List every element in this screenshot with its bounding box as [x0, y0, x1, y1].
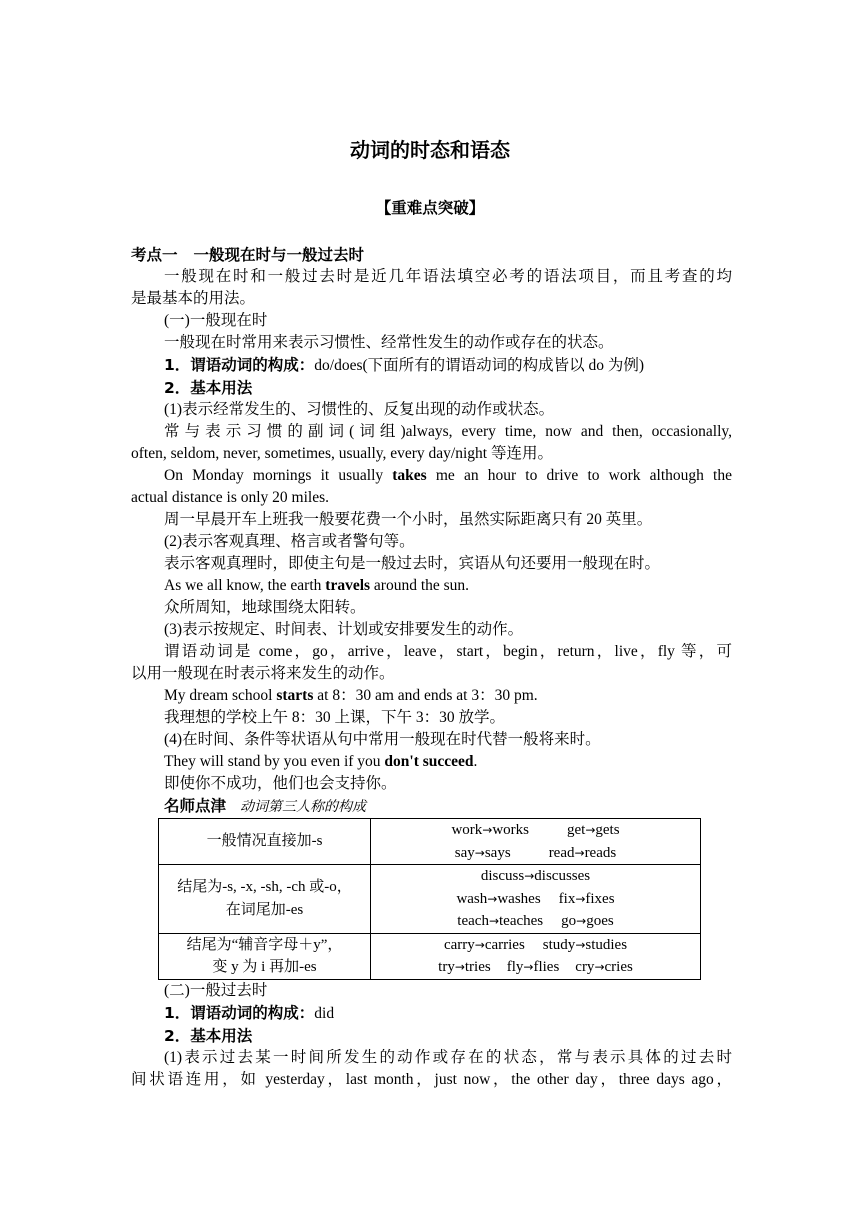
- word-pair: fly→flies: [506, 959, 560, 975]
- teacher-tip-heading: [131, 795, 732, 818]
- usage-item: (1)表示经常发生的、习惯性的、反复出现的动作或状态。: [164, 401, 555, 418]
- right-arrow-icon: →: [482, 823, 493, 837]
- paragraph-line: 谓语动词是 come，go，arrive，leave，start，begin，return，live，fly 等，可: [164, 643, 732, 660]
- usage-item: (1)表示过去某一时间所发生的动作或存在的状态，常与表示具体的过去时: [164, 1048, 732, 1066]
- teacher-tip-subtitle: 动词第三人称的构成: [240, 799, 367, 815]
- word-pair: read→reads: [548, 844, 617, 861]
- example-text: around the sun.: [370, 577, 470, 594]
- right-arrow-icon: →: [524, 869, 535, 883]
- third-person-rules-table: [158, 818, 701, 980]
- right-arrow-icon: →: [576, 914, 587, 928]
- numbered-heading-value: did: [314, 1004, 335, 1022]
- word-pair: discuss→discusses: [480, 868, 591, 884]
- paragraph-line: 表示客观真理时，即使主句是一般过去时，宾语从句还要用一般现在时。: [164, 555, 661, 572]
- numbered-heading: [131, 354, 732, 377]
- word-pair: say→says: [454, 844, 511, 861]
- usage-item: (4)在时间、条件等状语从句中常用一般现在时代替一般将来时。: [164, 731, 601, 748]
- table-row: [159, 865, 701, 934]
- example-highlight: travels: [325, 577, 371, 594]
- paragraph-line: 一般现在时常用来表示习惯性、经常性发生的动作或存在的状态。: [164, 334, 614, 351]
- key-point-heading: [131, 244, 732, 266]
- example-text: .: [473, 753, 478, 770]
- word-pair: try→tries: [438, 959, 491, 975]
- right-arrow-icon: →: [474, 937, 485, 952]
- rule-cell: [159, 933, 371, 979]
- word-pair: get→gets: [567, 822, 620, 838]
- paragraph-line: 常与表示习惯的副词(词组)always, every time, now and then, occasionally,: [164, 423, 732, 440]
- table-row: [159, 933, 701, 979]
- rule-cell: [159, 865, 371, 934]
- paragraph-line: 间状语连用，如 yesterday，last month，just now，the other day，three days ago，: [131, 1070, 732, 1088]
- example-text: me an hour to drive to work although the: [426, 467, 732, 484]
- right-arrow-icon: →: [574, 845, 585, 860]
- example-translation: 我理想的学校上午 8：30 上课，下午 3：30 放学。: [164, 709, 506, 726]
- word-pair: go→goes: [561, 913, 614, 929]
- example-line: [375, 910, 696, 933]
- example-line: [375, 842, 696, 865]
- word-pair: wash→washes: [456, 890, 541, 907]
- numbered-heading-value: do/does(下面所有的谓语动词的构成皆以 do 为例): [314, 357, 645, 374]
- example-translation: 即使你不成功，他们也会支持你。: [164, 775, 397, 792]
- key-point-topic: 一般现在时与一般过去时: [193, 246, 365, 264]
- rule-cell: [159, 819, 371, 865]
- intro-paragraph-line: 是最基本的用法。: [131, 290, 256, 307]
- section-heading: 【重难点突破】: [375, 199, 485, 217]
- example-translation: 周一早晨开车上班我一般要花费一个小时，虽然实际距离只有 20 英里。: [164, 511, 653, 528]
- word-pair: study→studies: [542, 936, 628, 953]
- example-sentence: [131, 465, 732, 487]
- example-line: [375, 934, 696, 957]
- usage-item: (3)表示按规定、时间表、计划或安排要发生的动作。: [164, 621, 524, 638]
- document-body: [131, 244, 732, 1091]
- examples-cell: [371, 819, 701, 865]
- numbered-heading-label: 1．谓语动词的构成：: [164, 1003, 315, 1022]
- example-sentence: [131, 685, 732, 707]
- right-arrow-icon: →: [487, 891, 498, 906]
- example-highlight: don't succeed: [384, 753, 474, 770]
- example-text: My dream school: [164, 687, 277, 704]
- numbered-heading-label: 1．谓语动词的构成：: [164, 356, 315, 374]
- paragraph-line: 以用一般现在时表示将来发生的动作。: [131, 665, 395, 682]
- example-sentence: [131, 575, 732, 597]
- right-arrow-icon: →: [594, 960, 605, 974]
- key-point-label: 考点一: [131, 246, 178, 264]
- right-arrow-icon: →: [575, 937, 586, 952]
- right-arrow-icon: →: [523, 960, 534, 974]
- numbered-heading: [131, 1002, 732, 1025]
- rule-text: 结尾为“辅音字母＋y”，: [186, 936, 343, 953]
- example-line: [375, 956, 696, 979]
- document-title: 动词的时态和语态: [350, 138, 510, 162]
- example-translation: 众所周知，地球围绕太阳转。: [164, 599, 366, 616]
- word-pair: carry→carries: [443, 936, 525, 953]
- example-text: at 8：30 am and ends at 3：30 pm.: [313, 687, 538, 704]
- example-line: [375, 819, 696, 842]
- example-line: [375, 865, 696, 888]
- usage-item: (2)表示客观真理、格言或者警句等。: [164, 533, 415, 550]
- right-arrow-icon: →: [585, 823, 596, 837]
- word-pair: cry→cries: [575, 959, 633, 975]
- numbered-heading: 2．基本用法: [164, 379, 253, 397]
- example-text: On Monday mornings it usually: [164, 467, 393, 484]
- rule-text: 变 y 为 i 再加-es: [212, 959, 317, 975]
- word-pair: fix→fixes: [558, 890, 615, 907]
- intro-paragraph-line: 一般现在时和一般过去时是近几年语法填空必考的语法项目，而且考查的均: [164, 268, 732, 285]
- numbered-heading: 2．基本用法: [164, 1026, 253, 1045]
- paragraph-line: often, seldom, never, sometimes, usually, every day/night 等连用。: [131, 445, 553, 462]
- example-text: As we all know, the earth: [164, 577, 326, 594]
- example-highlight: starts: [276, 687, 314, 704]
- subsection-heading: (一)一般现在时: [164, 312, 268, 329]
- example-highlight: takes: [392, 467, 427, 484]
- word-pair: work→works: [451, 822, 529, 838]
- rule-text: 结尾为-s, -x, -sh, -ch 或-o，: [177, 879, 352, 896]
- right-arrow-icon: →: [488, 914, 499, 928]
- subsection-heading: (二)一般过去时: [164, 981, 268, 999]
- right-arrow-icon: →: [474, 845, 485, 860]
- examples-cell: [371, 933, 701, 979]
- rule-text: 一般情况直接加-s: [206, 833, 323, 850]
- example-sentence: [131, 751, 732, 773]
- table-row: [159, 819, 701, 865]
- rule-text: 在词尾加-es: [225, 901, 304, 918]
- word-pair: teach→teaches: [457, 913, 544, 929]
- example-text: They will stand by you even if you: [164, 753, 385, 770]
- examples-cell: [371, 865, 701, 934]
- right-arrow-icon: →: [454, 960, 465, 974]
- example-line: [375, 888, 696, 911]
- right-arrow-icon: →: [575, 891, 586, 906]
- example-sentence: actual distance is only 20 miles.: [131, 489, 330, 506]
- teacher-tip-label: 名师点津: [164, 797, 227, 815]
